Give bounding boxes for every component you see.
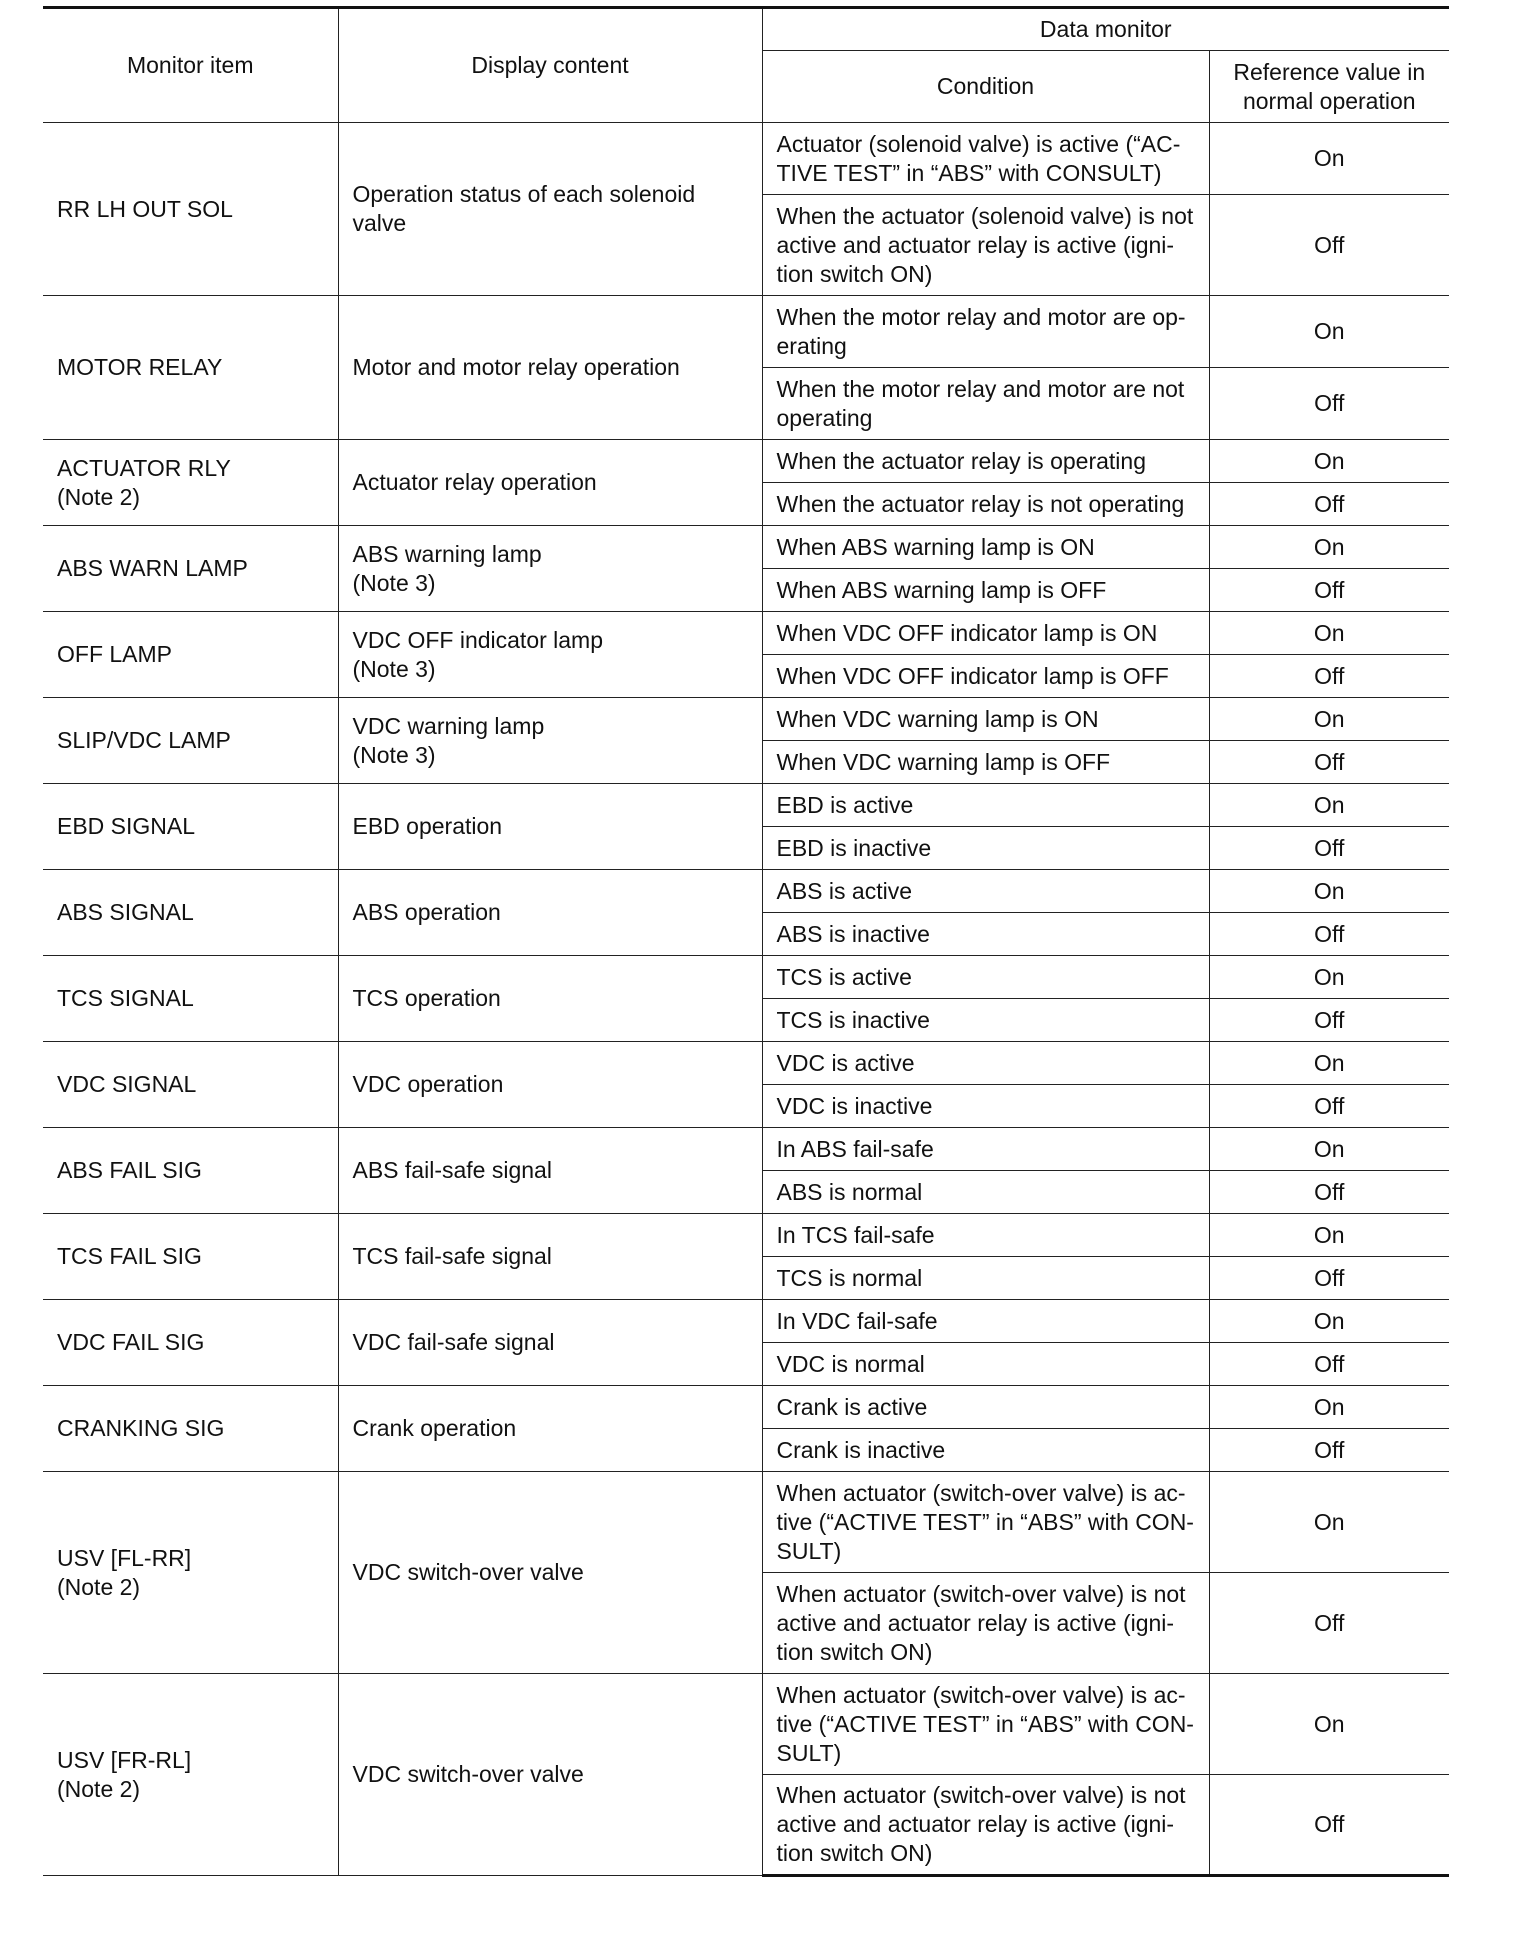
- condition-line-1: VDC is active: [776, 1049, 915, 1076]
- display-content-cell: [338, 526, 762, 612]
- reference-value-cell: On: [1209, 1674, 1449, 1775]
- reference-value-cell: Off: [1209, 1429, 1449, 1472]
- monitor-item-cell: [43, 1042, 338, 1128]
- table-row: [43, 956, 1449, 999]
- condition-line-1: Crank is active: [776, 1393, 928, 1420]
- header-monitor-item: Monitor item: [43, 8, 338, 123]
- condition-line-1: VDC is normal: [776, 1350, 925, 1377]
- monitor-item-cell: [43, 612, 338, 698]
- condition-line-2: active and actuator relay is active (igni-: [776, 1811, 1175, 1837]
- table-row: [43, 612, 1449, 655]
- display-content-cell: [338, 1214, 762, 1300]
- reference-value-cell: Off: [1209, 1085, 1449, 1128]
- display-content-line-1: VDC fail-safe signal: [352, 1329, 555, 1355]
- reference-value-cell: On: [1209, 698, 1449, 741]
- table-row: [43, 526, 1449, 569]
- condition-cell: [762, 741, 1209, 784]
- condition-cell: [762, 440, 1209, 483]
- condition-line-1: TCS is normal: [776, 1264, 923, 1291]
- condition-cell: [762, 1429, 1209, 1472]
- display-content-cell: [338, 1300, 762, 1386]
- condition-line-1: VDC is inactive: [776, 1092, 933, 1119]
- display-content-line-1: Operation status of each solenoid: [352, 181, 696, 207]
- display-content-line-1: VDC switch-over valve: [352, 1559, 584, 1585]
- reference-value-cell: Off: [1209, 483, 1449, 526]
- reference-value-cell: On: [1209, 784, 1449, 827]
- display-content-cell: [338, 123, 762, 296]
- monitor-item-cell: [43, 956, 338, 1042]
- table-header: [43, 8, 1449, 123]
- condition-cell: [762, 784, 1209, 827]
- table-row: [43, 1300, 1449, 1343]
- monitor-item-cell: [43, 1386, 338, 1472]
- reference-value-cell: Off: [1209, 999, 1449, 1042]
- condition-cell: [762, 698, 1209, 741]
- condition-cell: [762, 368, 1209, 440]
- monitor-item-line-2: (Note 2): [57, 1775, 141, 1802]
- monitor-item-cell: [43, 784, 338, 870]
- condition-line-1: When VDC OFF indicator lamp is OFF: [776, 662, 1169, 689]
- reference-value-cell: Off: [1209, 1257, 1449, 1300]
- monitor-item-line-1: MOTOR RELAY: [57, 354, 223, 380]
- reference-value-cell: On: [1209, 1386, 1449, 1429]
- reference-value-cell: Off: [1209, 913, 1449, 956]
- display-content-line-1: TCS fail-safe signal: [352, 1243, 552, 1269]
- display-content-line-2: (Note 3): [352, 569, 436, 596]
- monitor-item-cell: [43, 1472, 338, 1674]
- monitor-item-line-1: EBD SIGNAL: [57, 813, 196, 839]
- condition-line-1: When actuator (switch-over valve) is ac-: [776, 1681, 1186, 1708]
- condition-cell: [762, 483, 1209, 526]
- monitor-item-line-1: RR LH OUT SOL: [57, 195, 233, 222]
- display-content-line-1: ABS operation: [352, 899, 501, 925]
- condition-line-3: tion switch ON): [776, 1840, 933, 1866]
- reference-value-cell: Off: [1209, 741, 1449, 784]
- monitor-item-line-2: (Note 2): [57, 483, 141, 510]
- reference-value-cell: Off: [1209, 1573, 1449, 1674]
- table-row: [43, 1214, 1449, 1257]
- table-row: [43, 870, 1449, 913]
- reference-value-cell: Off: [1209, 368, 1449, 440]
- condition-line-2: erating: [776, 332, 847, 359]
- condition-line-1: ABS is normal: [776, 1178, 923, 1205]
- display-content-line-1: ABS warning lamp: [352, 540, 542, 567]
- condition-line-1: TCS is inactive: [776, 1006, 930, 1033]
- condition-cell: [762, 1042, 1209, 1085]
- condition-line-1: When actuator (switch-over valve) is ac-: [776, 1479, 1186, 1506]
- condition-line-1: When the motor relay and motor are op-: [776, 303, 1186, 330]
- condition-cell: [762, 870, 1209, 913]
- display-content-line-2: (Note 3): [352, 741, 436, 768]
- display-content-cell: [338, 1128, 762, 1214]
- condition-line-1: When VDC warning lamp is OFF: [776, 748, 1111, 775]
- condition-line-1: In VDC fail-safe: [776, 1307, 938, 1334]
- display-content-line-1: ABS fail-safe signal: [352, 1157, 552, 1183]
- table-row: [43, 1674, 1449, 1775]
- monitor-item-cell: [43, 123, 338, 296]
- display-content-cell: [338, 1042, 762, 1128]
- display-content-cell: [338, 784, 762, 870]
- header-data-monitor: Data monitor: [762, 8, 1449, 51]
- reference-value-cell: Off: [1209, 655, 1449, 698]
- display-content-cell: [338, 698, 762, 784]
- table-row: [43, 1472, 1449, 1573]
- condition-line-3: SULT): [776, 1739, 842, 1766]
- reference-value-cell: On: [1209, 296, 1449, 368]
- display-content-line-2: (Note 3): [352, 655, 436, 682]
- condition-cell: [762, 569, 1209, 612]
- condition-line-2: TIVE TEST” in “ABS” with CONSULT): [776, 159, 1162, 186]
- condition-line-2: active and actuator relay is active (igni-: [776, 1609, 1175, 1636]
- monitor-item-line-2: (Note 2): [57, 1573, 141, 1600]
- condition-cell: [762, 1343, 1209, 1386]
- display-content-line-1: VDC warning lamp: [352, 712, 545, 739]
- condition-line-3: SULT): [776, 1537, 842, 1564]
- monitor-item-cell: [43, 296, 338, 440]
- condition-line-2: operating: [776, 404, 873, 431]
- reference-value-cell: Off: [1209, 1775, 1449, 1876]
- condition-line-1: When ABS warning lamp is ON: [776, 533, 1095, 560]
- condition-cell: [762, 1775, 1209, 1876]
- monitor-item-line-1: ACTUATOR RLY: [57, 454, 231, 481]
- table-row: [43, 698, 1449, 741]
- condition-cell: [762, 913, 1209, 956]
- condition-line-1: In TCS fail-safe: [776, 1221, 935, 1248]
- condition-cell: [762, 1214, 1209, 1257]
- header-display-content: Display content: [338, 8, 762, 123]
- monitor-item-line-1: VDC FAIL SIG: [57, 1329, 205, 1355]
- display-content-cell: [338, 1472, 762, 1674]
- display-content-cell: [338, 440, 762, 526]
- monitor-item-line-1: TCS SIGNAL: [57, 985, 194, 1011]
- monitor-item-line-1: ABS SIGNAL: [57, 899, 194, 925]
- condition-line-3: tion switch ON): [776, 260, 933, 287]
- display-content-cell: [338, 870, 762, 956]
- condition-cell: [762, 1128, 1209, 1171]
- condition-line-1: When actuator (switch-over valve) is not: [776, 1580, 1186, 1607]
- display-content-line-1: Motor and motor relay operation: [352, 354, 680, 380]
- display-content-line-1: Actuator relay operation: [352, 469, 597, 495]
- reference-value-cell: Off: [1209, 1343, 1449, 1386]
- monitor-item-cell: [43, 440, 338, 526]
- header-reference-value-line-1: Reference value in: [1233, 58, 1426, 85]
- display-content-line-1: VDC OFF indicator lamp: [352, 626, 604, 653]
- condition-line-1: When the actuator relay is operating: [776, 447, 1146, 474]
- condition-line-3: tion switch ON): [776, 1638, 933, 1665]
- condition-cell: [762, 612, 1209, 655]
- condition-cell: [762, 1573, 1209, 1674]
- monitor-item-cell: [43, 1214, 338, 1300]
- monitor-item-line-1: VDC SIGNAL: [57, 1071, 197, 1097]
- header-reference-value-line-2: normal operation: [1242, 87, 1416, 114]
- condition-line-1: When the actuator (solenoid valve) is not: [776, 202, 1194, 229]
- monitor-item-line-1: ABS WARN LAMP: [57, 555, 248, 581]
- condition-line-1: In ABS fail-safe: [776, 1135, 934, 1162]
- monitor-item-line-1: USV [FR-RL]: [57, 1746, 192, 1773]
- table-row: [43, 123, 1449, 195]
- condition-line-1: EBD is inactive: [776, 834, 932, 861]
- table-body: [43, 123, 1449, 1876]
- display-content-line-1: VDC operation: [352, 1071, 504, 1097]
- display-content-line-1: VDC switch-over valve: [352, 1761, 584, 1787]
- monitor-item-line-1: TCS FAIL SIG: [57, 1243, 202, 1269]
- condition-cell: [762, 956, 1209, 999]
- display-content-cell: [338, 612, 762, 698]
- reference-value-cell: On: [1209, 1042, 1449, 1085]
- condition-cell: [762, 123, 1209, 195]
- table-row: [43, 440, 1449, 483]
- condition-line-1: TCS is active: [776, 963, 912, 990]
- reference-value-cell: On: [1209, 1214, 1449, 1257]
- reference-value-cell: On: [1209, 1472, 1449, 1573]
- condition-cell: [762, 827, 1209, 870]
- condition-line-1: When actuator (switch-over valve) is not: [776, 1782, 1186, 1808]
- display-content-cell: [338, 956, 762, 1042]
- monitor-item-line-1: USV [FL-RR]: [57, 1544, 192, 1571]
- condition-cell: [762, 1257, 1209, 1300]
- reference-value-cell: Off: [1209, 1171, 1449, 1214]
- reference-value-cell: On: [1209, 1300, 1449, 1343]
- display-content-line-1: TCS operation: [352, 985, 501, 1011]
- condition-line-1: Crank is inactive: [776, 1436, 946, 1463]
- display-content-cell: [338, 296, 762, 440]
- table-row: [43, 1128, 1449, 1171]
- condition-line-2: active and actuator relay is active (igni-: [776, 231, 1175, 258]
- monitor-item-line-1: ABS FAIL SIG: [57, 1157, 202, 1183]
- monitor-item-cell: [43, 1128, 338, 1214]
- condition-line-1: When the actuator relay is not operating: [776, 490, 1185, 517]
- condition-line-1: When VDC OFF indicator lamp is ON: [776, 619, 1158, 646]
- condition-cell: [762, 1472, 1209, 1573]
- reference-value-cell: On: [1209, 526, 1449, 569]
- condition-cell: [762, 999, 1209, 1042]
- display-content-cell: [338, 1674, 762, 1876]
- reference-value-cell: Off: [1209, 569, 1449, 612]
- condition-line-1: EBD is active: [776, 791, 914, 818]
- condition-cell: [762, 296, 1209, 368]
- monitor-item-cell: [43, 1674, 338, 1876]
- display-content-line-1: EBD operation: [352, 813, 503, 839]
- reference-value-cell: On: [1209, 123, 1449, 195]
- condition-cell: [762, 1300, 1209, 1343]
- monitor-item-line-1: OFF LAMP: [57, 641, 173, 667]
- monitor-item-cell: [43, 526, 338, 612]
- reference-value-cell: Off: [1209, 827, 1449, 870]
- reference-value-cell: On: [1209, 612, 1449, 655]
- display-content-cell: [338, 1386, 762, 1472]
- condition-line-2: tive (“ACTIVE TEST” in “ABS” with CON-: [776, 1508, 1194, 1535]
- header-condition: Condition: [762, 51, 1209, 123]
- table-row: [43, 1042, 1449, 1085]
- display-content-line-1: Crank operation: [352, 1415, 517, 1441]
- monitor-item-cell: [43, 1300, 338, 1386]
- condition-line-1: When the motor relay and motor are not: [776, 375, 1185, 402]
- display-content-line-2: valve: [352, 210, 407, 236]
- condition-line-1: ABS is inactive: [776, 920, 930, 947]
- monitor-item-cell: [43, 870, 338, 956]
- condition-cell: [762, 1386, 1209, 1429]
- reference-value-cell: On: [1209, 956, 1449, 999]
- monitor-item-line-1: CRANKING SIG: [57, 1415, 225, 1441]
- reference-value-cell: Off: [1209, 195, 1449, 296]
- condition-line-1: When VDC warning lamp is ON: [776, 705, 1099, 732]
- condition-cell: [762, 1085, 1209, 1128]
- reference-value-cell: On: [1209, 870, 1449, 913]
- condition-cell: [762, 655, 1209, 698]
- reference-value-cell: On: [1209, 440, 1449, 483]
- condition-line-1: ABS is active: [776, 877, 912, 904]
- table-row: [43, 1386, 1449, 1429]
- monitor-item-cell: [43, 698, 338, 784]
- reference-value-cell: On: [1209, 1128, 1449, 1171]
- condition-cell: [762, 526, 1209, 569]
- table-row: [43, 784, 1449, 827]
- condition-line-2: tive (“ACTIVE TEST” in “ABS” with CON-: [776, 1710, 1194, 1737]
- data-monitor-table: [43, 6, 1449, 1877]
- header-reference-value: [1209, 51, 1449, 123]
- condition-line-1: Actuator (solenoid valve) is active (“AC-: [776, 130, 1181, 157]
- condition-cell: [762, 1674, 1209, 1775]
- condition-line-1: When ABS warning lamp is OFF: [776, 576, 1107, 603]
- condition-cell: [762, 1171, 1209, 1214]
- table-row: [43, 296, 1449, 368]
- condition-cell: [762, 195, 1209, 296]
- monitor-item-line-1: SLIP/VDC LAMP: [57, 727, 231, 753]
